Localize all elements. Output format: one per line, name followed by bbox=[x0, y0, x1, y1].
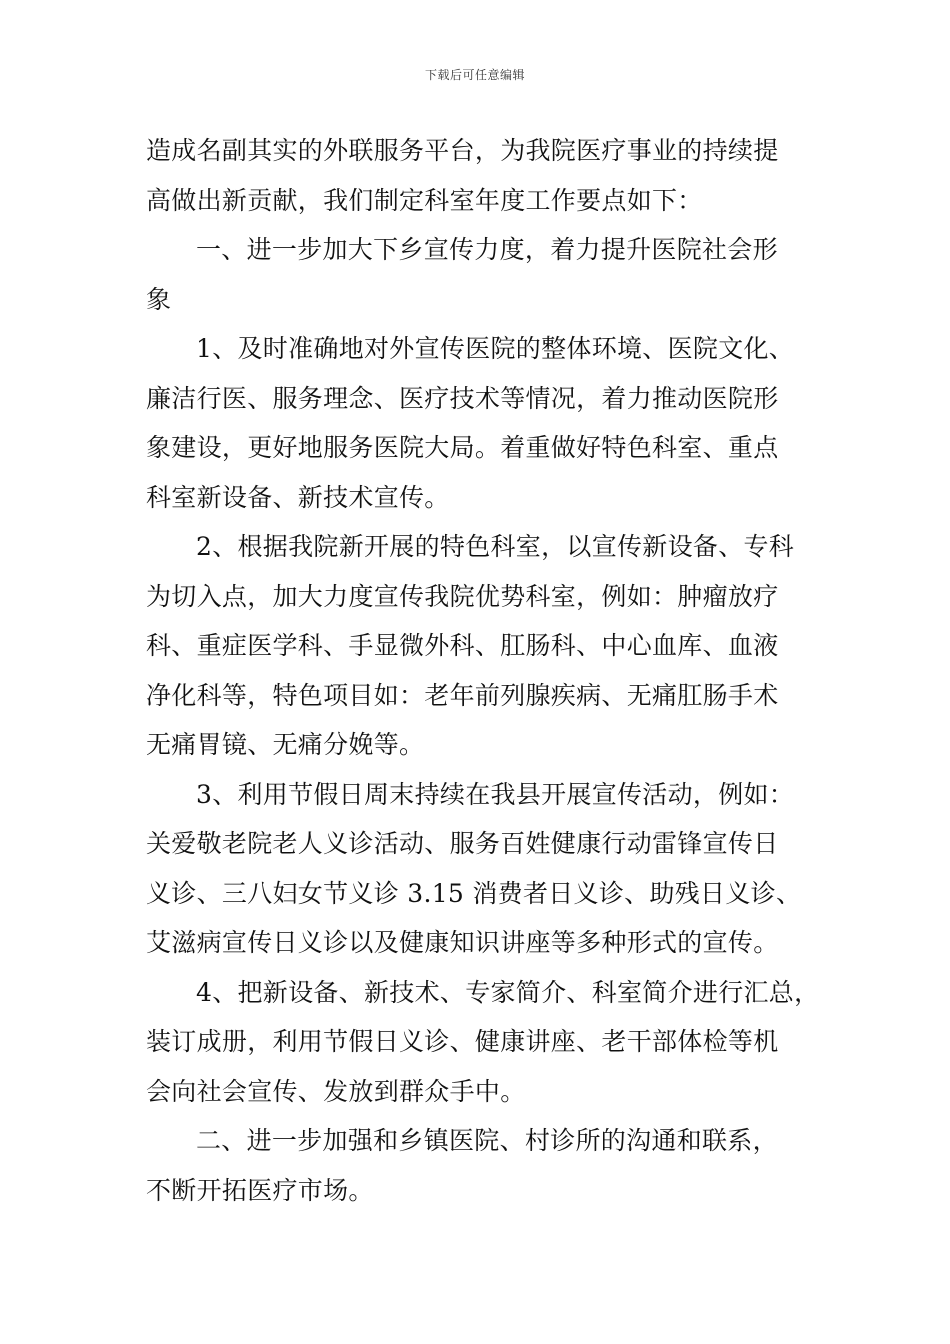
text-line: 造成名副其实的外联服务平台，为我院医疗事业的持续提 bbox=[146, 136, 779, 165]
item-3-line: 艾滋病宣传日义诊以及健康知识讲座等多种形式的宣传。 bbox=[146, 928, 779, 957]
item-1-line: 1、及时准确地对外宣传医院的整体环境、医院文化、 bbox=[196, 334, 795, 363]
item-3-line: 义诊、三八妇女节义诊 3.15 消费者日义诊、助残日义诊、 bbox=[146, 878, 802, 908]
text-line: 高做出新贡献，我们制定科室年度工作要点如下： bbox=[146, 185, 703, 215]
item-1-line: 科室新设备、新技术宣传。 bbox=[146, 482, 450, 512]
item-1-line: 象建设，更好地服务医院大局。着重做好特色科室、重点 bbox=[146, 433, 779, 462]
item-4-line: 装订成册，利用节假日义诊、健康讲座、老干部体检等机 bbox=[146, 1027, 779, 1056]
section-heading-line: 一、进一步加大下乡宣传力度，着力提升医院社会形 bbox=[196, 235, 778, 264]
document-body bbox=[146, 126, 836, 1215]
item-2-line: 为切入点，加大力度宣传我院优势科室，例如：肿瘤放疗 bbox=[146, 581, 779, 611]
item-4-line: 会向社会宣传、发放到群众手中。 bbox=[146, 1076, 526, 1106]
item-1-line: 廉洁行医、服务理念、医疗技术等情况，着力推动医院形 bbox=[146, 383, 779, 413]
header-note: 下载后可任意编辑 bbox=[424, 68, 525, 82]
section-heading-line: 象 bbox=[146, 284, 172, 314]
item-2-line: 2、根据我院新开展的特色科室，以宣传新设备、专科 bbox=[196, 532, 795, 561]
section-heading-line: 二、进一步加强和乡镇医院、村诊所的沟通和联系， bbox=[196, 1126, 778, 1155]
section-heading-line: 不断开拓医疗市场。 bbox=[146, 1175, 374, 1205]
item-3-line: 关爱敬老院老人义诊活动、服务百姓健康行动雷锋宣传日 bbox=[146, 829, 779, 858]
item-3-line: 3、利用节假日周末持续在我县开展宣传活动，例如： bbox=[196, 779, 795, 809]
item-2-line: 净化科等，特色项目如：老年前列腺疾病、无痛肛肠手术 bbox=[146, 680, 779, 710]
item-4-line: 4、把新设备、新技术、专家简介、科室简介进行汇总， bbox=[196, 977, 820, 1007]
item-2-line: 科、重症医学科、手显微外科、肛肠科、中心血库、血液 bbox=[146, 631, 779, 660]
item-2-line: 无痛胃镜、无痛分娩等。 bbox=[146, 730, 425, 759]
